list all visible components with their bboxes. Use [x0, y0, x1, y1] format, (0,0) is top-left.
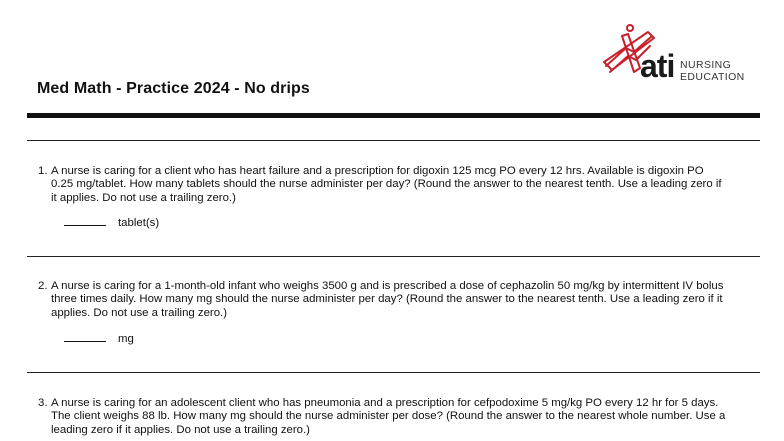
- question-number: 3.: [38, 397, 48, 409]
- divider: [27, 256, 760, 257]
- divider: [27, 372, 760, 373]
- divider: [27, 140, 760, 141]
- question-number: 1.: [38, 165, 48, 177]
- answer-unit: mg: [118, 333, 134, 345]
- logo-line-1: NURSING: [680, 59, 732, 71]
- answer-unit: tablet(s): [118, 217, 160, 229]
- question-text: A nurse is caring for an adolescent client who has pneumonia and a prescription for cefpodoxime 5 mg/kg PO every 12 hr for 5 days. The client weighs 88 lb. How many mg should the nurse administer per dose? (Round the answer to the nearest whole number. Use a leading zero if it applies. Do not use a trailing zero.): [51, 397, 726, 436]
- ati-logo: [600, 22, 750, 86]
- question-2: [38, 280, 728, 320]
- logo-brand: ati: [640, 48, 675, 84]
- question-text: A nurse is caring for a 1-month-old infant who weighs 3500 g and is prescribed a dose of cephazolin 50 mg/kg by intermittent IV bolus three times daily. How many mg should the nurse administer per day? (Round the answer to the nearest tenth. Use a leading zero if it applies. Do not use a trailing zero.): [51, 280, 724, 319]
- answer-2: [64, 332, 134, 345]
- question-number: 2.: [38, 280, 48, 292]
- answer-1: [64, 216, 159, 229]
- header-rule: [27, 113, 760, 118]
- logo-line-2: EDUCATION: [680, 71, 745, 83]
- question-text: A nurse is caring for a client who has heart failure and a prescription for digoxin 125 mcg PO every 12 hrs. Available is digoxin PO 0.25 mg/tablet. How many tablets should the nurse administer per day? (Round the answer to the nearest tenth. Use a leading zero if it applies. Do not use a trailing zero.): [51, 165, 722, 204]
- question-1: [38, 165, 728, 205]
- logo-subtitle: [680, 59, 745, 83]
- question-3: [38, 397, 728, 437]
- answer-blank[interactable]: [64, 332, 106, 342]
- answer-blank[interactable]: [64, 216, 106, 226]
- page-title: Med Math - Practice 2024 - No drips: [37, 80, 310, 97]
